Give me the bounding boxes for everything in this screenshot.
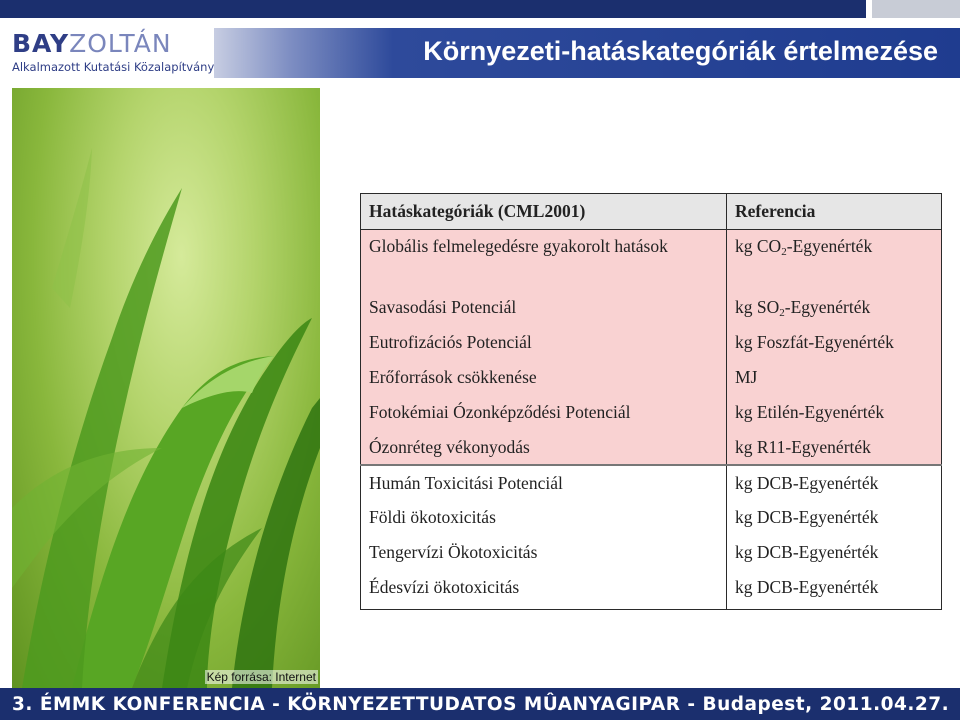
reference-cell: kg Foszfát-Egyenérték (727, 325, 942, 360)
table-row (361, 500, 942, 535)
logo (12, 29, 215, 74)
table-row (361, 430, 942, 465)
reference-cell: kg R11-Egyenérték (727, 430, 942, 465)
category-cell: Eutrofizációs Potenciál (361, 325, 727, 360)
logo-bold: BAY (12, 29, 70, 58)
reference-cell: kg DCB-Egyenérték (727, 570, 942, 610)
page-title: Környezeti-hatáskategóriák értelmezése (423, 36, 938, 66)
category-cell: Tengervízi Ökotoxicitás (361, 535, 727, 570)
image-credit: Kép forrása: Internet (206, 670, 316, 684)
table-row (361, 230, 942, 290)
reference-cell: kg DCB-Egyenérték (727, 500, 942, 535)
reference-cell: kg $SO_2$-Egyenérték (727, 290, 942, 325)
logo-light: ZOLTÁN (69, 29, 172, 58)
category-cell: Édesvízi ökotoxicitás (361, 570, 727, 610)
footer-bar (0, 688, 960, 720)
logo-subtitle: Alkalmazott Kutatási Közalapítvány (12, 60, 215, 74)
table-row (361, 570, 942, 610)
header-reference: Referencia (727, 194, 942, 230)
table-row (361, 290, 942, 325)
grass-blades-image (12, 88, 320, 688)
top-bar-accent (872, 0, 960, 18)
table-row (361, 465, 942, 500)
category-cell: Fotokémiai Ózonképződési Potenciál (361, 395, 727, 430)
header-category: Hatáskategóriák (CML2001) (361, 194, 727, 230)
reference-cell: MJ (727, 360, 942, 395)
footer-text: 3. ÉMMK KONFERENCIA - KÖRNYEZETTUDATOS MÛANYAGIPAR - Budapest, 2011.04.27. (12, 694, 950, 715)
category-cell: Ózonréteg vékonyodás (361, 430, 727, 465)
table-header-row (361, 194, 942, 230)
category-cell: Erőforrások csökkenése (361, 360, 727, 395)
table-row (361, 535, 942, 570)
category-cell: Földi ökotoxicitás (361, 500, 727, 535)
reference-cell: kg DCB-Egyenérték (727, 465, 942, 500)
reference-cell: kg Etilén-Egyenérték (727, 395, 942, 430)
category-cell: Globális felmelegedésre gyakorolt hatások (361, 230, 727, 290)
table-row (361, 325, 942, 360)
title-bar (214, 28, 960, 78)
grass-photo (12, 88, 320, 688)
reference-cell: kg $CO_2$-Egyenérték (727, 230, 942, 290)
table-row (361, 360, 942, 395)
impact-categories-table (360, 193, 942, 610)
reference-cell: kg DCB-Egyenérték (727, 535, 942, 570)
top-bar (0, 0, 866, 18)
logo-wordmark (12, 30, 212, 58)
category-cell: Humán Toxicitási Potenciál (361, 465, 727, 500)
category-cell: Savasodási Potenciál (361, 290, 727, 325)
table-row (361, 395, 942, 430)
